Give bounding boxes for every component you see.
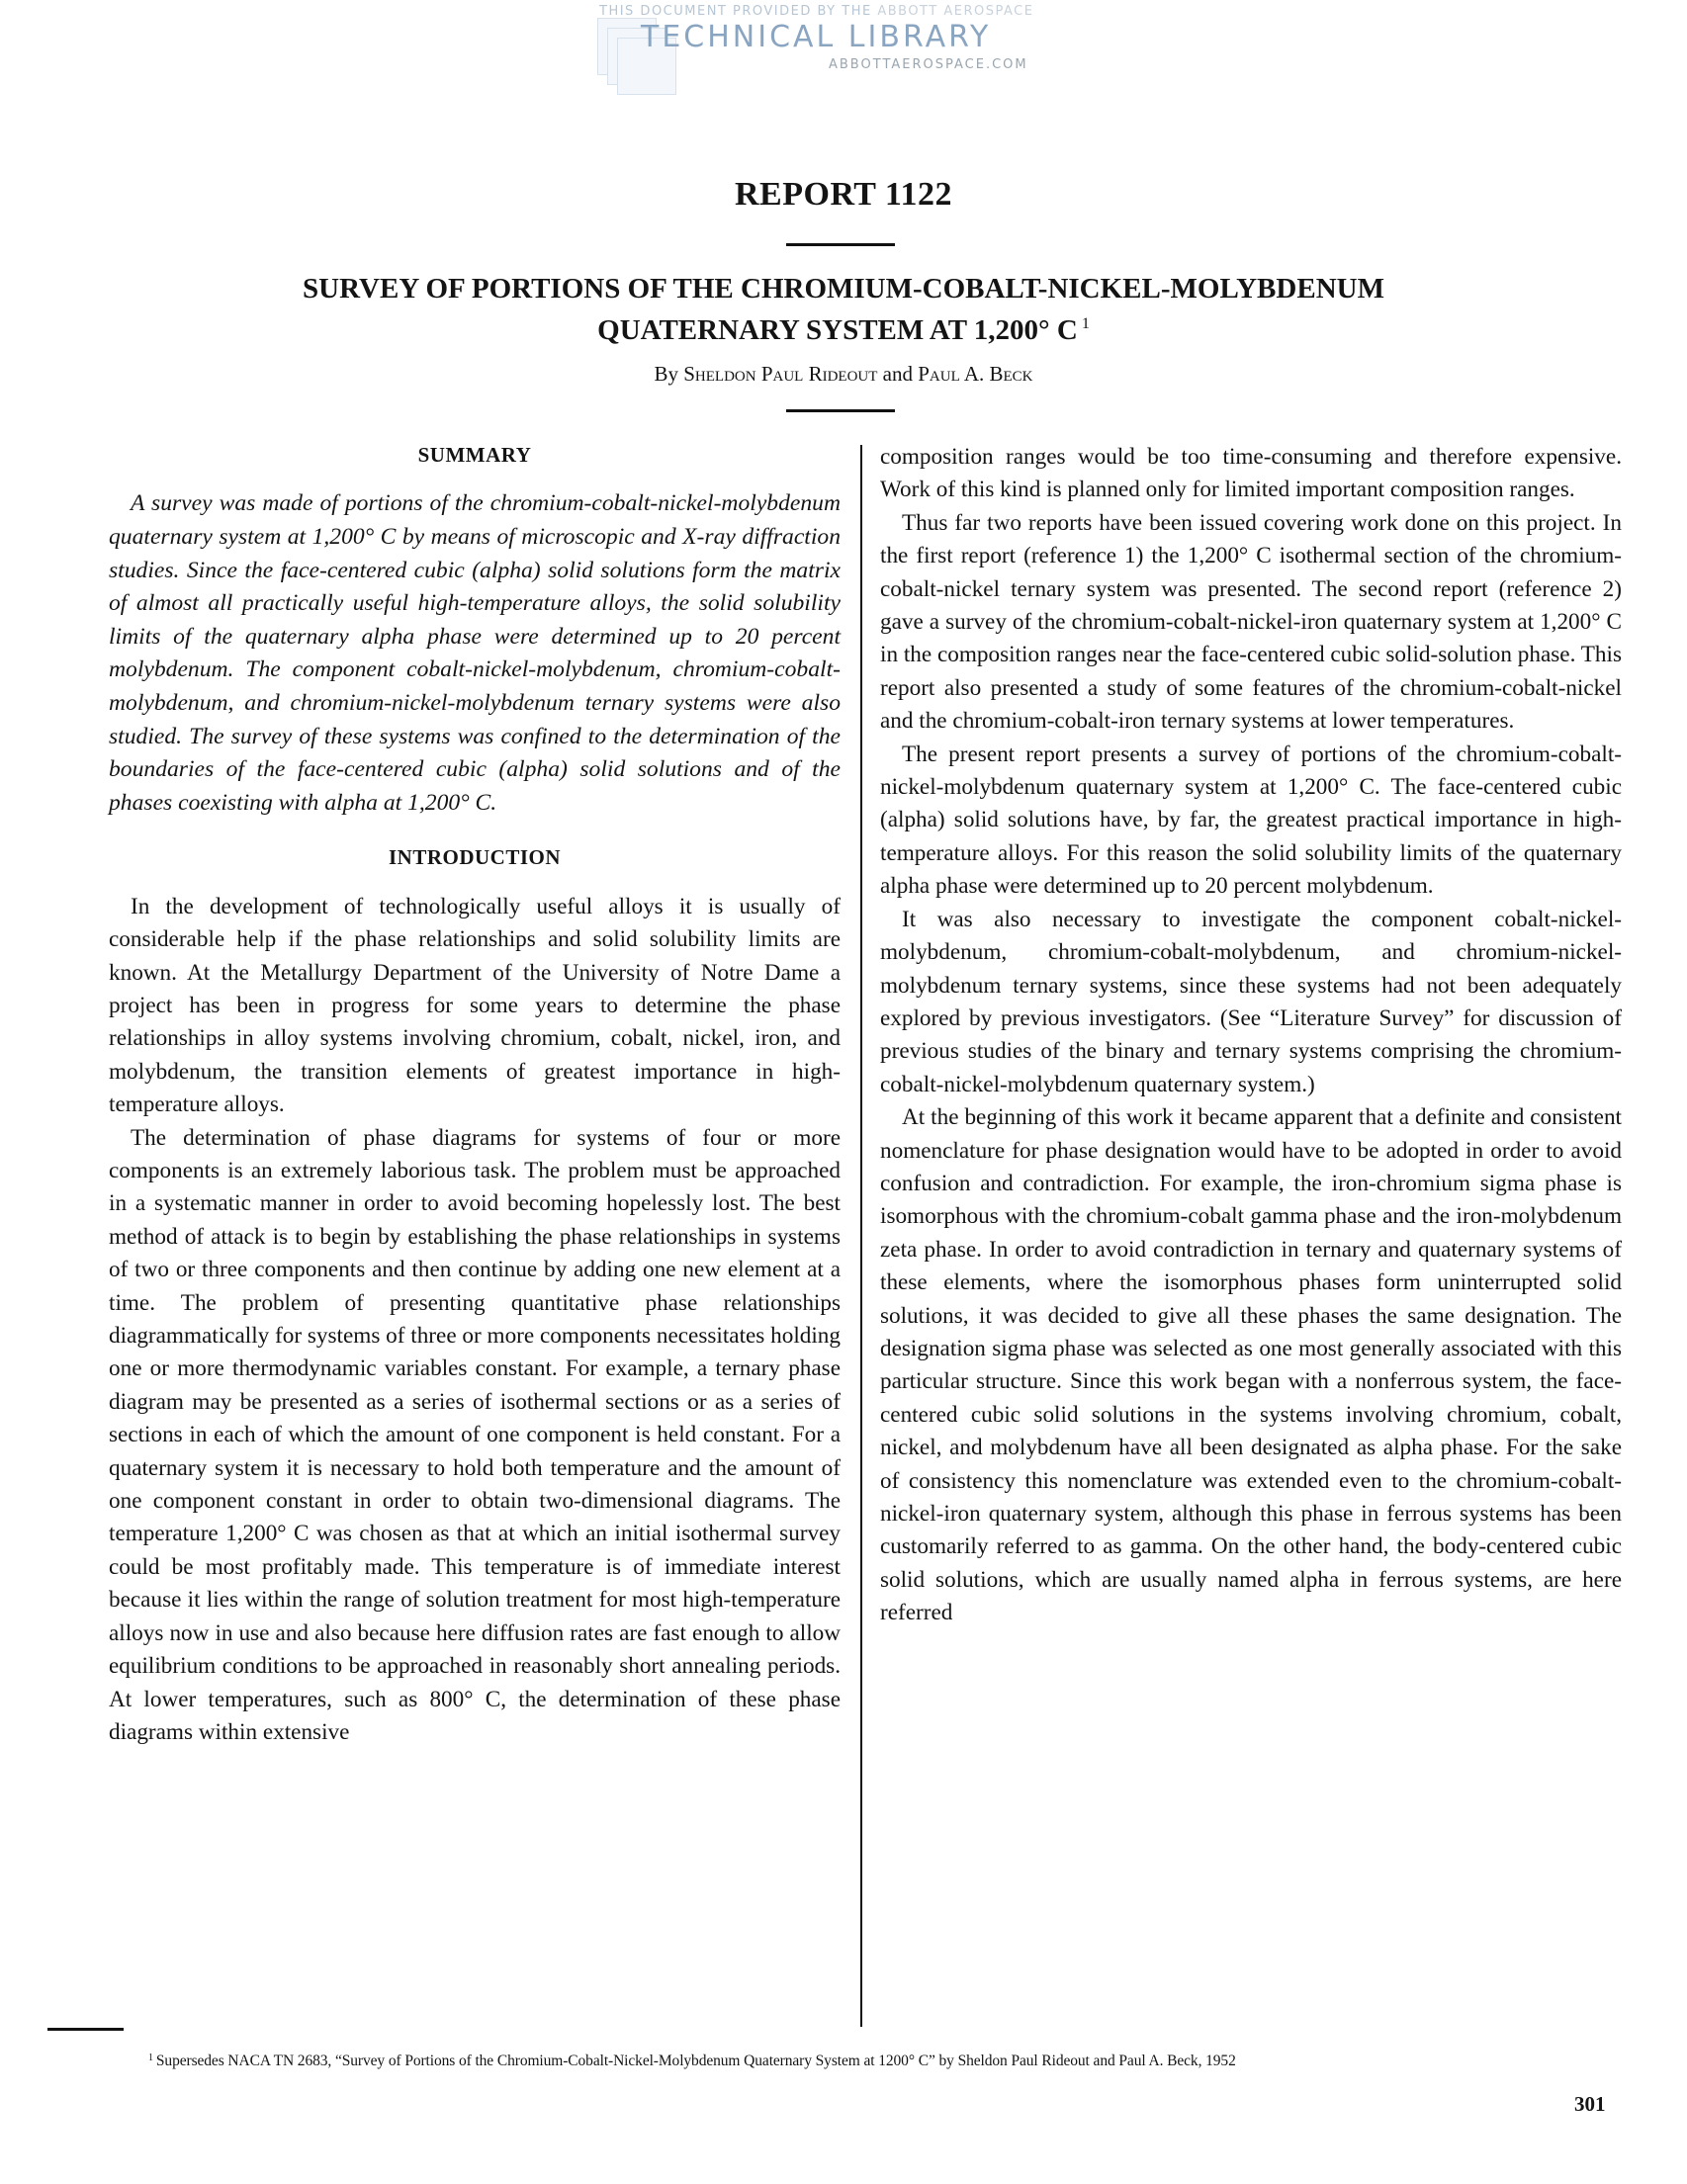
footnote-mark: 1 xyxy=(148,2053,153,2063)
watermark-brand: ABBOTT AEROSPACE xyxy=(877,4,1034,19)
header-rule-top xyxy=(786,243,895,246)
watermark-url: ABBOTTAEROSPACE.COM xyxy=(829,57,1028,72)
header-rule-bottom xyxy=(786,409,895,412)
watermark-prefix: THIS DOCUMENT PROVIDED BY THE xyxy=(599,4,872,19)
watermark-provided-by xyxy=(599,4,1033,19)
summary-heading: SUMMARY xyxy=(417,443,532,467)
column-divider xyxy=(860,445,862,2027)
intro-paragraph-continued: composition ranges would be too time-consuming and therefore expensive. Work of this kind is planned only for limited important composition ranges. xyxy=(880,444,1622,503)
intro-paragraph-1: In the development of technologically useful alloys it is usually of considerable help if the phase relationships and solid solubility limits are known. At the Metallurgy Department of the University of Notre Dame a project has been in progress for some years to determine the phase relationships in alloy systems involving chromium, cobalt, nickel, iron, and molybdenum, the transition elements of greatest importance in high-temperature alloys. xyxy=(109,893,841,1118)
author-1: Sheldon Paul Rideout xyxy=(683,362,878,386)
footnote-text: Supersedes NACA TN 2683, “Survey of Portions of the Chromium-Cobalt-Nickel-Molybdenum Quaternary System at 1200° C” by Sheldon Paul Rideout and Paul A. Beck, 1952 xyxy=(155,2053,1236,2069)
intro-paragraph-2: The determination of phase diagrams for systems of four or more components is an extremely laborious task. The problem must be approached in a systematic manner in order to avoid becoming hopelessly lost. The best method of attack is to begin by establishing the phase relationships in systems of two or three components and then continue by adding one new element at a time. The problem of presenting quantitative phase relationships diagrammatically for systems of three or more components necessitates holding one or more thermodynamic variables constant. For example, a ternary phase diagram may be presented as a series of isothermal sections or as a series of sections in each of which the amount of one component is held constant. For a quaternary system it is necessary to hold both temperature and the amount of one component constant in order to obtain two-dimensional diagrams. The temperature 1,200° C was chosen as that at which an initial isothermal survey could be most profitably made. This temperature is of immediate interest because it lies within the range of solution treatment for most high-temperature alloys now in use and also because here diffusion rates are fast enough to allow equilibrium conditions to be approached in reasonably short annealing periods. At lower temperatures, such as 800° C, the determination of these phase diagrams within extensive xyxy=(109,1124,841,1745)
title-footnote-mark[interactable]: 1 xyxy=(1081,315,1090,332)
title-line-2: QUATERNARY SYSTEM AT 1,200° C $^1$ xyxy=(597,314,1090,346)
report-number: REPORT 1122 xyxy=(735,176,952,213)
watermark-banner xyxy=(593,0,1088,109)
intro-paragraph-5: It was also necessary to investigate the component cobalt-nickel-molybdenum, chromium-cobalt-molybdenum, and chromium-nickel-molybdenum ternary systems, since these systems had not been adequately explored by previous investigators. (See “Literature Survey” for discussion of previous studies of the binary and ternary systems comprising the chromium-cobalt-nickel-molybdenum quaternary system.) xyxy=(880,906,1622,1097)
intro-paragraph-6: At the beginning of this work it became apparent that a definite and consistent nomenclature for phase designation would have to be adopted in order to avoid confusion and contradiction. For example, the iron-chromium sigma phase is isomorphous with the chromium-cobalt gamma phase and the iron-molybdenum zeta phase. In order to avoid contradiction in ternary and quaternary systems of these elements, where the isomorphous phases form uninterrupted solid solutions, it was decided to give all these phases the same designation. The designation sigma phase was selected as one most generally associated with this particular structure. Since this work began with a nonferrous system, the face-centered cubic solid solutions in the systems involving chromium, cobalt, nickel, and molybdenum have all been designated as alpha phase. For the sake of consistency this nomenclature was extended even to the chromium-cobalt-nickel-iron quaternary system, although this phase in ferrous systems has been customarily referred to as gamma. On the other hand, the body-centered cubic solid solutions, which are usually named alpha in ferrous systems, are here referred xyxy=(880,1104,1622,1626)
left-column xyxy=(109,439,841,1749)
right-column xyxy=(880,441,1622,1630)
author-2: Paul A. Beck xyxy=(918,362,1033,386)
watermark-title: TECHNICAL LIBRARY xyxy=(641,20,992,54)
byline: By Sheldon Paul Rideout and Paul A. Beck xyxy=(654,362,1033,386)
footnote xyxy=(148,2053,1236,2070)
intro-paragraph-3: Thus far two reports have been issued covering work done on this project. In the first report (reference 1) the 1,200° C isothermal section of the chromium-cobalt-nickel ternary system was presented. The second report (reference 2) gave a survey of the chromium-cobalt-nickel-iron quaternary system at 1,200° C in the composition ranges near the face-centered cubic solid-solution phase. This report also presented a study of some features of the chromium-cobalt-nickel and the chromium-cobalt-iron ternary systems at lower temperatures. xyxy=(880,509,1622,735)
title-line-1: SURVEY OF PORTIONS OF THE CHROMIUM-COBALT-NICKEL-MOLYBDENUM xyxy=(303,273,1384,305)
intro-paragraph-4: The present report presents a survey of portions of the chromium-cobalt-nickel-molybdenum quaternary system at 1,200° C. The face-centered cubic (alpha) solid solutions have, by far, the greatest practical importance in high-temperature alloys. For this reason the solid solubility limits of the quaternary alpha phase were determined up to 20 percent molybdenum. xyxy=(880,741,1622,900)
footnote-rule xyxy=(47,2028,124,2031)
page-number: 301 xyxy=(1574,2092,1606,2116)
summary-text: A survey was made of portions of the chromium-cobalt-nickel-molybdenum quaternary system at 1,200° C by means of microscopic and X-ray diffraction studies. Since the face-centered cubic (alpha) solid solutions form the matrix of almost all practically useful high-temperature alloys, the solid solubility limits of the quaternary alpha phase were determined up to 20 percent molybdenum. The component cobalt-nickel-molybdenum, chromium-cobalt-molybdenum, and chromium-nickel-molybdenum ternary systems were also studied. The survey of these systems was confined to the determination of the boundaries of the face-centered cubic (alpha) solid solutions and of the phases coexisting with alpha at 1,200° C. xyxy=(109,490,841,816)
introduction-heading: INTRODUCTION xyxy=(388,845,562,870)
paper-title xyxy=(0,271,1687,348)
